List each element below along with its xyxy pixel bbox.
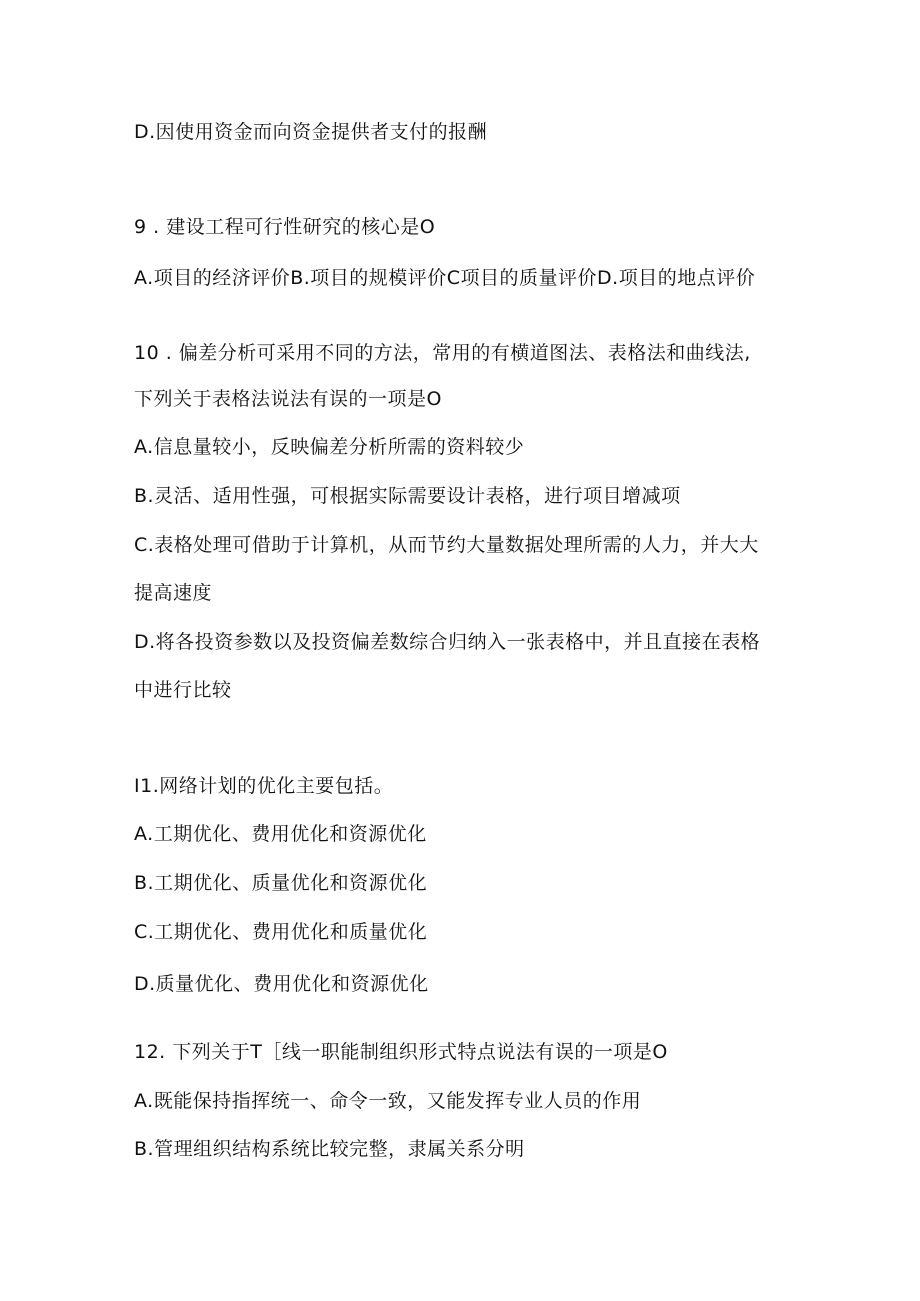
question-10-option-c-line-1: C.表格处理可借助于计算机，从而节约大量数据处理所需的人力，并大大: [134, 534, 759, 556]
question-11-option-d: D.质量优化、费用优化和资源优化: [134, 973, 429, 995]
prev-option-d: D.因使用资金而向资金提供者支付的报酬: [134, 121, 488, 143]
question-12-option-b: B.管理组织结构系统比较完整，隶属关系分明: [134, 1138, 525, 1160]
question-10-option-d-line-2: 中进行比较: [134, 679, 232, 701]
question-12-option-a: A.既能保持指挥统一、命令一致，又能发挥专业人员的作用: [134, 1090, 642, 1112]
question-10-option-c-line-2: 提高速度: [134, 582, 213, 604]
question-10-stem-line-2: 下列关于表格法说法有误的一项是O: [134, 388, 442, 410]
question-9-options: A.项目的经济评价B.项目的规模评价C项目的质量评价D.项目的地点评价: [134, 267, 756, 289]
question-11-option-a: A.工期优化、费用优化和资源优化: [134, 823, 427, 845]
question-10-option-d-line-1: D.将各投资参数以及投资偏差数综合归纳入一张表格中，并且直接在表格: [134, 631, 761, 653]
question-12-stem: 12. 下列关于T［线一职能制组织形式特点说法有误的一项是O: [134, 1041, 668, 1063]
question-11-stem: I1.网络计划的优化主要包括。: [134, 775, 394, 797]
question-11-option-b: B.工期优化、质量优化和资源优化: [134, 872, 428, 894]
question-11-option-c: C.工期优化、费用优化和质量优化: [134, 921, 428, 943]
question-10-option-b: B.灵活、适用性强，可根据实际需要设计表格，进行项目增减项: [134, 485, 681, 507]
question-10-stem-line-1: 10 . 偏差分析可采用不同的方法，常用的有横道图法、表格法和曲线法,: [134, 342, 751, 364]
question-9-stem: 9 . 建设工程可行性研究的核心是O: [134, 216, 436, 238]
question-10-option-a: A.信息量较小，反映偏差分析所需的资料较少: [134, 436, 525, 458]
